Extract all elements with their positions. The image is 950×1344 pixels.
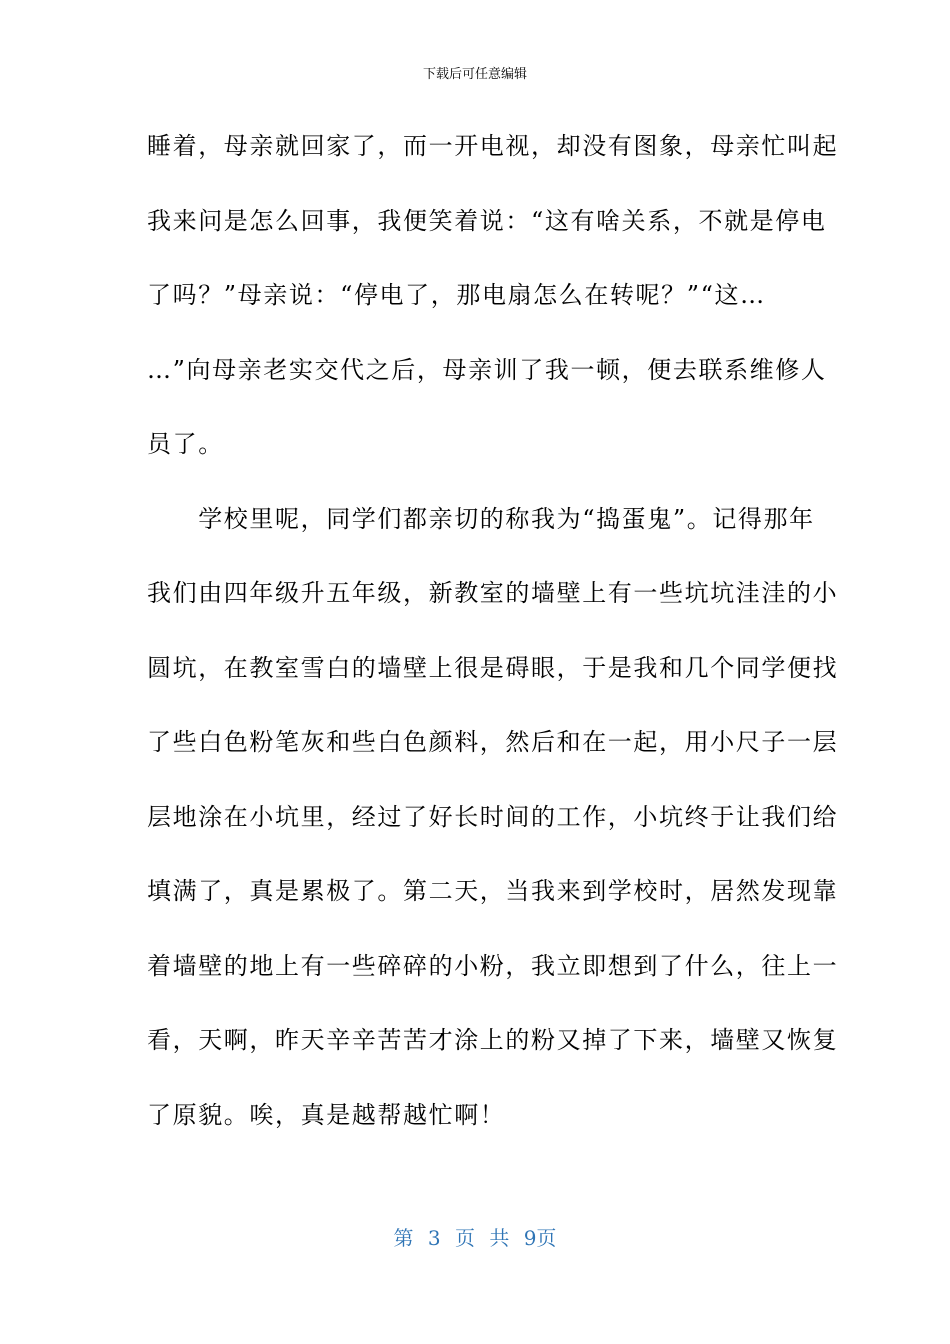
text-line: 了些白色粉笔灰和些白色颜料，然后和在一起，用小尺子一层	[147, 728, 839, 756]
text-line: 我来问是怎么回事，我便笑着说：“这有啥关系，不就是停电	[147, 206, 827, 235]
text-line: 员了。	[147, 430, 224, 458]
text-line: 层地涂在小坑里，经过了好长时间的工作，小坑终于让我们给	[147, 802, 839, 831]
text-line: 看，天啊，昨天辛辛苦苦才涂上的粉又掉了下来，墙壁又恢复	[147, 1026, 839, 1054]
text-line: 了原貌。唉，真是越帮越忙啊！	[147, 1100, 506, 1129]
text-line: 着墙壁的地上有一些碎碎的小粉，我立即想到了什么，往上一	[147, 951, 839, 980]
page-number-footer: 第 3 页 共 9页	[393, 1226, 557, 1250]
text-line: 圆坑，在教室雪白的墙壁上很是碍眼，于是我和几个同学便找	[147, 653, 839, 682]
text-line: 了吗？”母亲说：“停电了，那电扇怎么在转呢？”“这…	[147, 281, 766, 309]
document-body	[147, 120, 839, 1163]
page-header-note: 下载后可任意编辑	[422, 67, 527, 82]
text-line: 睡着，母亲就回家了，而一开电视，却没有图象，母亲忙叫起	[147, 132, 839, 160]
text-line: 我们由四年级升五年级，新教室的墙壁上有一些坑坑洼洼的小	[147, 579, 839, 607]
text-line: 学校里呢，同学们都亲切的称我为“捣蛋鬼”。记得那年	[147, 504, 815, 533]
text-line: 填满了，真是累极了。第二天，当我来到学校时，居然发现靠	[147, 877, 839, 905]
text-line: …”向母亲老实交代之后，母亲训了我一顿，便去联系维修人	[147, 355, 827, 384]
